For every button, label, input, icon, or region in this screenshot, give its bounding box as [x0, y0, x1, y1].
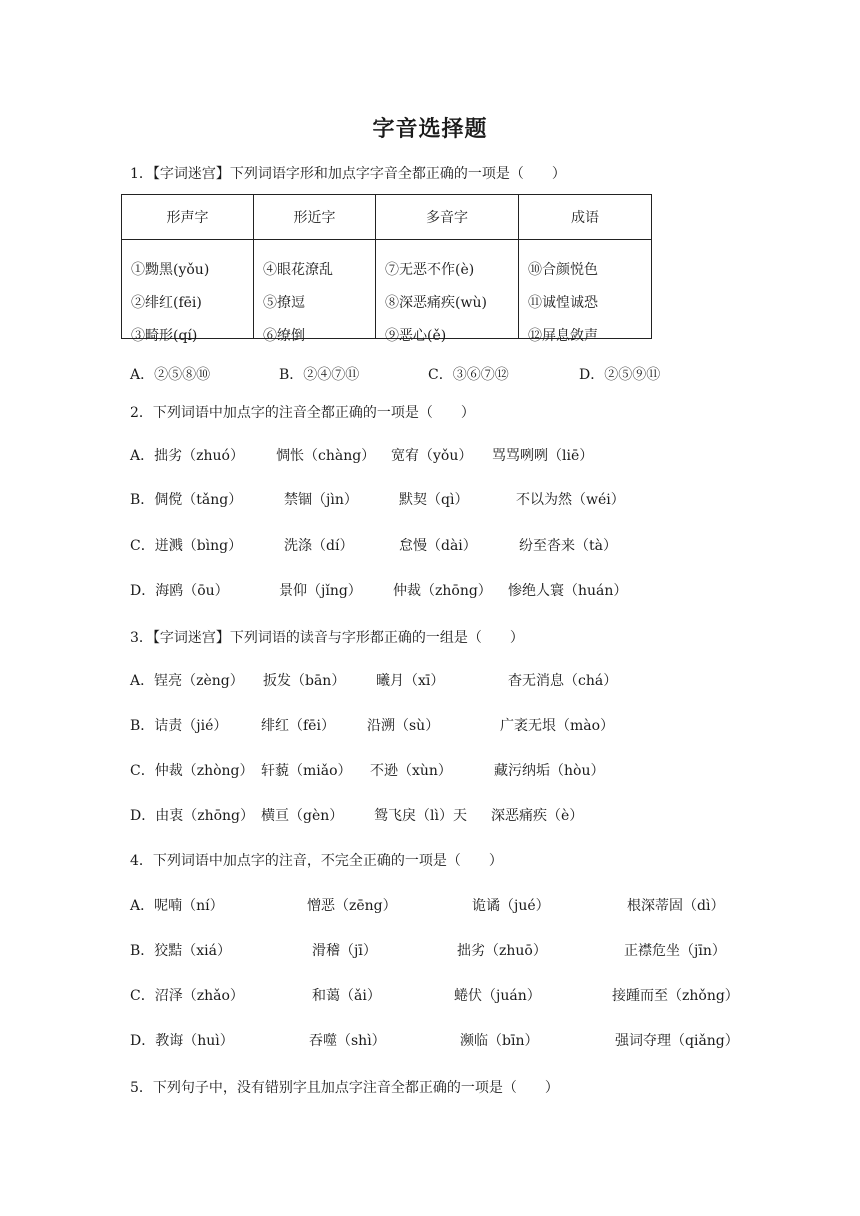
word: 杳无消息（chá） — [508, 673, 618, 689]
word: 景仰（jǐng） — [279, 583, 362, 599]
word: 沿溯（sù） — [367, 718, 440, 734]
table-item: ①黝黑(yǒu) — [131, 262, 210, 278]
table-cell-col4 — [519, 240, 652, 344]
table-item: ⑤撩逗 — [263, 295, 305, 311]
option-d[interactable]: D．②⑤⑨⑪ — [579, 367, 661, 383]
word: 蜷伏（juán） — [454, 988, 541, 1004]
word: B．倜傥（tǎng） — [130, 492, 243, 508]
table-item: ⑫屏息敛声 — [528, 328, 598, 344]
table-header-3: 多音字 — [376, 195, 519, 240]
word: 正襟危坐（jīn） — [624, 943, 726, 959]
word: 纷至沓来（tà） — [519, 538, 617, 554]
word: 骂骂咧咧（liē） — [492, 448, 594, 464]
question-1-table — [121, 194, 652, 344]
option-b[interactable]: B．②④⑦⑪ — [279, 367, 360, 383]
word: 不逊（xùn） — [370, 763, 452, 779]
word: 洗涤（dí） — [284, 538, 354, 554]
table-item: ②绯红(fēi) — [131, 295, 202, 311]
word: 诡谲（jué） — [472, 898, 550, 914]
word: 默契（qì） — [399, 492, 469, 508]
word: D．教诲（huì） — [130, 1033, 234, 1049]
table-item: ⑪诚惶诚恐 — [528, 295, 598, 311]
word: 吞噬（shì） — [309, 1033, 386, 1049]
table-item: ⑧深恶痛疾(wù) — [385, 295, 487, 311]
word: 禁锢（jìn） — [284, 492, 358, 508]
table-item: ③畸形(qí) — [131, 328, 198, 344]
word: A．呢喃（ní） — [130, 898, 224, 914]
table-header-2: 形近字 — [254, 195, 376, 240]
word: 拙劣（zhuō） — [457, 943, 547, 959]
table-item: ④眼花潦乱 — [263, 262, 333, 278]
word: D．由衷（zhōng） — [130, 808, 255, 824]
table-item: ⑩合颜悦色 — [528, 262, 598, 278]
word: 仲裁（zhōng） — [393, 583, 492, 599]
page-title: 字音选择题 — [372, 117, 488, 142]
word: 深恶痛疾（è） — [491, 808, 584, 824]
word: 憎恶（zēng） — [307, 898, 397, 914]
word: 接踵而至（zhǒng） — [612, 988, 739, 1004]
word: 宽宥（yǒu） — [391, 448, 473, 464]
table-cell-col2 — [254, 240, 376, 344]
word: 绯红（fēi） — [261, 718, 335, 734]
word: 强词夺理（qiǎng） — [615, 1033, 739, 1049]
word: 滑稽（jī） — [312, 943, 377, 959]
word: C．迸溅（bìng） — [130, 538, 243, 554]
table-item: ⑨恶心(ě) — [385, 328, 447, 344]
question-5-stem: 5．下列句子中，没有错别字且加点字注音全都正确的一项是（ ） — [130, 1080, 559, 1096]
table-cell-col3 — [376, 240, 519, 344]
word: C．沼泽（zhǎo） — [130, 988, 244, 1004]
word: 鸳飞戾（lì）天 — [374, 808, 467, 824]
word: 不以为然（wéi） — [516, 492, 625, 508]
question-3-stem: 3．【字词迷宫】下列词语的读音与字形都正确的一组是（ ） — [130, 630, 524, 646]
word: 横亘（gèn） — [261, 808, 344, 824]
question-1-stem: 1．【字词迷宫】下列词语字形和加点字字音全都正确的一项是（ ） — [130, 166, 566, 182]
option-c[interactable]: C．③⑥⑦⑫ — [428, 367, 509, 383]
word: 扳发（bān） — [263, 673, 346, 689]
table-item: ⑦无恶不作(è) — [385, 262, 475, 278]
word: A．拙劣（zhuó） — [130, 448, 244, 464]
word: 轩藐（miǎo） — [261, 763, 352, 779]
word: 和蔼（ǎi） — [312, 988, 381, 1004]
question-2-stem: 2．下列词语中加点字的注音全都正确的一项是（ ） — [130, 405, 475, 421]
word: 曦月（xī） — [376, 673, 445, 689]
word: C．仲裁（zhòng） — [130, 763, 254, 779]
word: 濒临（bīn） — [460, 1033, 539, 1049]
table-header-1: 形声字 — [122, 195, 254, 240]
word: 藏污纳垢（hòu） — [494, 763, 605, 779]
table-header-4: 成语 — [519, 195, 652, 240]
word: B．诘责（jié） — [130, 718, 228, 734]
table-item: ⑥缭倒 — [263, 328, 305, 344]
word: 惆怅（chàng） — [276, 448, 376, 464]
word: A．锃亮（zèng） — [130, 673, 244, 689]
word: 广袤无垠（mào） — [500, 718, 615, 734]
word: 惨绝人寰（huán） — [508, 583, 628, 599]
question-4-stem: 4．下列词语中加点字的注音，不完全正确的一项是（ ） — [130, 853, 503, 869]
word: 怠慢（dài） — [399, 538, 477, 554]
table-cell-col1 — [122, 240, 254, 344]
word: B．狡黠（xiá） — [130, 943, 232, 959]
word: 根深蒂固（dì） — [627, 898, 725, 914]
option-a[interactable]: A．②⑤⑧⑩ — [130, 367, 211, 383]
word: D．海鸥（ōu） — [130, 583, 229, 599]
